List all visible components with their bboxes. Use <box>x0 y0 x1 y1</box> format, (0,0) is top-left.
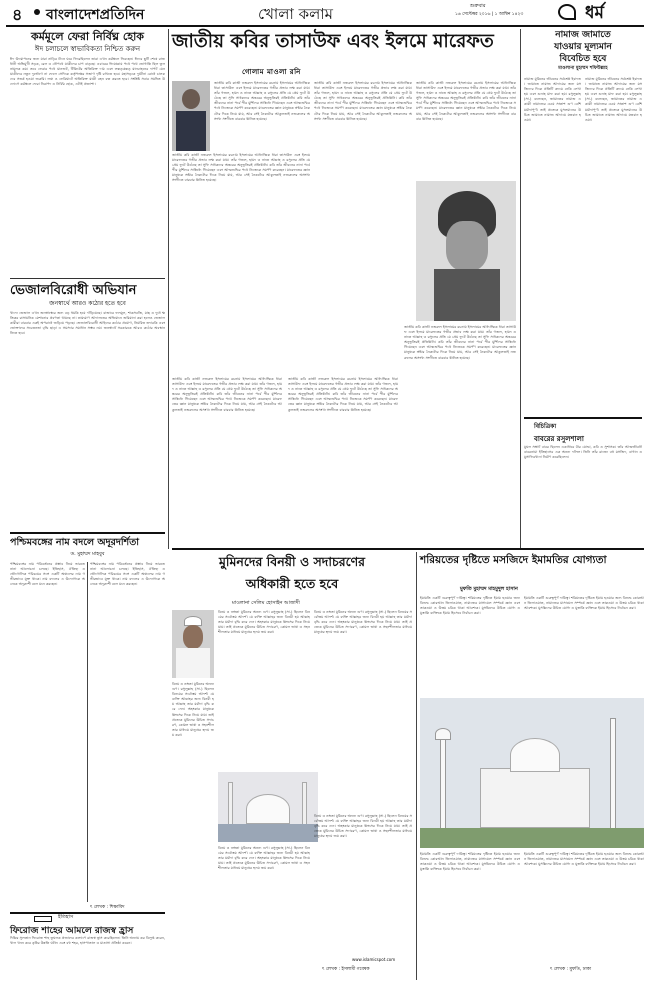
shariat-body-c: ইমামতি একটি গুরুত্বপূর্ণ দায়িত্ব। শরিয়তের দৃষ্টিতে ইমাম হওয়ার জন্য বিশুদ্ধ কোরআন তিলাওয়াত, নামাজের মাসায়েল সম্পর্কে জ্ঞান এবং তাকওয়া ও উত্তম চরিত্র থাকা আবশ্যক। মুসল্লিদের উচিত যোগ্য ও মুত্তাকি ব্যক্তিকে ইমাম হিসেবে নির্বাচন করা। <box>420 852 520 872</box>
paschimbanga-body-a: পশ্চিমবঙ্গের নাম পরিবর্তনের প্রস্তাব নিয়ে ভারতে নানা আলোচনা চলছে। ইতিহাস, ঐতিহ্য ও ভৌগোলিক পরিচয়ের সঙ্গে একটি অঞ্চলের নাম গভীরভাবে যুক্ত থাকে। নাম বদলের এ উদ্যোগকে অনেকে অদূরদর্শী বলে মনে করছেন। <box>10 562 85 587</box>
page-number: ৪ <box>12 5 23 24</box>
rule-bottom <box>172 548 644 550</box>
shariat-title: শরিয়তের দৃষ্টিতে মসজিদে ইমামতির যোগ্যতা <box>420 554 607 566</box>
article-namaz <box>524 29 642 549</box>
history-body: দিল্লির সুলতান ফিরোজ শাহ তুঘলক প্রজাদের কল্যাণে রাজস্ব হ্রাস করেছিলেন। তিনি অন্যায় কর বিলুপ্ত করেন, খাল খনন করে কৃষির উন্নতি ঘটান এবং বহু শহর, হাসপাতাল ও মাদ্রাসা প্রতিষ্ঠা করেন। <box>10 936 165 946</box>
article-shariat <box>420 552 644 982</box>
article-tasawwuf <box>172 29 517 544</box>
section-name: খোলা কলাম <box>258 5 333 23</box>
mumin-photo-credit: www.islamicspot.com <box>352 957 396 962</box>
mumin-footer: ৎ লেখক : ইসলামী গবেষক <box>322 967 370 972</box>
tasawwuf-body-f: জাতীয় কবি কাজী নজরুল ইসলামের রচনায় ইসলামের আধ্যাত্মিক ধারা তাসাউফ এবং ইলমে মারেফতের গভীর প্রভাব লক্ষ করা যায়। তাঁর গজল, হামদ ও নাতে আল্লাহ ও রসুলের প্রতি যে প্রেম ফুটে উঠেছে তা সুফি সাধকদের অন্তরের অনুভূতিরই প্রতিধ্বনি। কবি তাঁর জীবনের নানা পর্বে পীর মুর্শিদের সান্নিধ্যে গিয়েছেন এবং আত্মশুদ্ধির পথে নিজেকে সমর্পণ করেছেন। মারেফতের জ্ঞান মানুষকে স্রষ্টার নৈকট্যের দিকে নিয়ে যায়, আর সেই নৈকট্যের আকুলতাই নজরুলের অসংখ্য সংগীতে বারবার ধ্বনিত হয়েছে। <box>288 377 398 412</box>
shariat-footer: ৎ লেখক : মুফতি, ঢাকা <box>550 967 592 972</box>
editorial-commute <box>10 29 165 273</box>
mumin-body-c: বিনয় ও নম্রতা মুমিনের অনন্য গুণ। রসুলুল্লাহ (সা.) ছিলেন বিনয়ের সর্বোত্তম আদর্শ। যে ব্যক্তি আল্লাহর জন্য বিনয়ী হয় আল্লাহ তার মর্যাদা বৃদ্ধি করে দেন। অহংকার মানুষকে ধ্বংসের দিকে নিয়ে যায়। তাই প্রত্যেক মুমিনের উচিত সদাচরণ, কোমল ভাষা ও সহনশীলতার মাধ্যমে মানুষের হৃদয় জয় করা। <box>314 610 412 635</box>
namaz-title-1: নামাজ জামাতে <box>555 30 611 40</box>
editorial-subtitle: ঈদ চলাচলে স্বাভাবিকতা নিশ্চিত করুন <box>34 45 141 53</box>
tasawwuf-body-d: জাতীয় কবি কাজী নজরুল ইসলামের রচনায় ইসলামের আধ্যাত্মিক ধারা তাসাউফ এবং ইলমে মারেফতের গভীর প্রভাব লক্ষ করা যায়। তাঁর গজল, হামদ ও নাতে আল্লাহ ও রসুলের প্রতি যে প্রেম ফুটে উঠেছে তা সুফি সাধকদের অন্তরের অনুভূতিরই প্রতিধ্বনি। কবি তাঁর জীবনের নানা পর্বে পীর মুর্শিদের সান্নিধ্যে গিয়েছেন এবং আত্মশুদ্ধির পথে নিজেকে সমর্পণ করেছেন। মারেফতের জ্ঞান মানুষকে স্রষ্টার নৈকট্যের দিকে নিয়ে যায়, আর সেই নৈকট্যের আকুলতাই নজরুলের অসংখ্য সংগীতে বারবার ধ্বনিত হয়েছে। <box>416 81 516 121</box>
mumin-title-1: মুমিনদের বিনয়ী ও সদাচরণের <box>218 554 366 569</box>
paper-name: বাংলাদেশপ্রতিদিন <box>46 7 145 23</box>
issue-date: ১৬ সেপ্টেম্বর ২০১৬ | ১ আশ্বিন ১৪২৩ <box>455 12 524 17</box>
issue-day: শুক্রবার <box>470 3 486 9</box>
col-rule-3 <box>416 552 417 980</box>
mumin-body-a: বিনয় ও নম্রতা মুমিনের অনন্য গুণ। রসুলুল্লাহ (সা.) ছিলেন বিনয়ের সর্বোত্তম আদর্শ। যে ব্যক্তি আল্লাহর জন্য বিনয়ী হয় আল্লাহ তার মর্যাদা বৃদ্ধি করে দেন। অহংকার মানুষকে ধ্বংসের দিকে নিয়ে যায়। তাই প্রত্যেক মুমিনের উচিত সদাচরণ, কোমল ভাষা ও সহনশীলতার মাধ্যমে মানুষের হৃদয় জয় করা। <box>218 610 310 635</box>
bio-title: বাবরের রসুলশালা <box>534 435 584 443</box>
namaz-body-b: নামাজ মুমিনের জীবনের সর্বশ্রেষ্ঠ ইবাদত। জামাতে নামাজ আদায়ের জন্য মসজিদের দিকে প্রতিটি কদমে নেকি লেখা হয় এবং গুনাহ মাফ করা হয়। রসুলুল্লাহ (সা.) বলেছেন, জামাতের নামাজ একাকী নামাজের চেয়ে সাতাশ গুণ বেশি মর্যাদাপূর্ণ। তাই প্রত্যেক মুসলমানের উচিত জামাতে নামাজ আদায়ে যত্নবান হওয়া। <box>585 77 642 122</box>
namaz-author: মাওলানা মুহাম্মদ শফিউল্লাহ <box>558 66 608 71</box>
mumin-body-d: বিনয় ও নম্রতা মুমিনের অনন্য গুণ। রসুলুল্লাহ (সা.) ছিলেন বিনয়ের সর্বোত্তম আদর্শ। যে ব্যক্তি আল্লাহর জন্য বিনয়ী হয় আল্লাহ তার মর্যাদা বৃদ্ধি করে দেন। অহংকার মানুষকে ধ্বংসের দিকে নিয়ে যায়। তাই প্রত্যেক মুমিনের উচিত সদাচরণ, কোমল ভাষা ও সহনশীলতার মাধ্যমে মানুষের হৃদয় জয় করা। <box>218 846 310 871</box>
bio-body: মুঘল সম্রাট বাবর ছিলেন একাধারে বীর যোদ্ধা, কবি ও সুশাসক। তাঁর আত্মজীবনী বাবরনামা ইতিহাসের এক অনন্য দলিল। তিনি তাঁর রাজ্যে বহু মসজিদ, বাগান ও মুসাফিরখানা নির্মাণ করেছিলেন। <box>524 445 642 460</box>
tasawwuf-body-e: জাতীয় কবি কাজী নজরুল ইসলামের রচনায় ইসলামের আধ্যাত্মিক ধারা তাসাউফ এবং ইলমে মারেফতের গভীর প্রভাব লক্ষ করা যায়। তাঁর গজল, হামদ ও নাতে আল্লাহ ও রসুলের প্রতি যে প্রেম ফুটে উঠেছে তা সুফি সাধকদের অন্তরের অনুভূতিরই প্রতিধ্বনি। কবি তাঁর জীবনের নানা পর্বে পীর মুর্শিদের সান্নিধ্যে গিয়েছেন এবং আত্মশুদ্ধির পথে নিজেকে সমর্পণ করেছেন। মারেফতের জ্ঞান মানুষকে স্রষ্টার নৈকট্যের দিকে নিয়ে যায়, আর সেই নৈকট্যের আকুলতাই নজরুলের অসংখ্য সংগীতে বারবার ধ্বনিত হয়েছে। <box>172 377 282 412</box>
namaz-bio-rule <box>524 417 642 419</box>
article-mumin <box>172 552 412 982</box>
mumin-body-b: বিনয় ও নম্রতা মুমিনের অনন্য গুণ। রসুলুল্লাহ (সা.) ছিলেন বিনয়ের সর্বোত্তম আদর্শ। যে ব্যক্তি আল্লাহর জন্য বিনয়ী হয় আল্লাহ তার মর্যাদা বৃদ্ধি করে দেন। অহংকার মানুষকে ধ্বংসের দিকে নিয়ে যায়। তাই প্রত্যেক মুমিনের উচিত সদাচরণ, কোমল ভাষা ও সহনশীলতার মাধ্যমে মানুষের হৃদয় জয় করা। <box>172 682 214 737</box>
bio-label: বিচিত্রিকা <box>534 423 557 430</box>
rule-bhejal-top <box>10 278 165 279</box>
masthead-rule <box>6 25 644 27</box>
paschimbanga-footer: ৎ লেখক : শিক্ষাবিদ <box>90 905 125 910</box>
tasawwuf-body-a: জাতীয় কবি কাজী নজরুল ইসলামের রচনায় ইসলামের আধ্যাত্মিক ধারা তাসাউফ এবং ইলমে মারেফতের গভীর প্রভাব লক্ষ করা যায়। তাঁর গজল, হামদ ও নাতে আল্লাহ ও রসুলের প্রতি যে প্রেম ফুটে উঠেছে তা সুফি সাধকদের অন্তরের অনুভূতিরই প্রতিধ্বনি। কবি তাঁর জীবনের নানা পর্বে পীর মুর্শিদের সান্নিধ্যে গিয়েছেন এবং আত্মশুদ্ধির পথে নিজেকে সমর্পণ করেছেন। মারেফতের জ্ঞান মানুষকে স্রষ্টার নৈকট্যের দিকে নিয়ে যায়, আর সেই নৈকট্যের আকুলতাই নজরুলের অসংখ্য সংগীতে বারবার ধ্বনিত হয়েছে। <box>214 81 310 121</box>
separator-dot <box>34 9 40 15</box>
dharma-logo-icon <box>558 4 576 20</box>
tasawwuf-body-c: জাতীয় কবি কাজী নজরুল ইসলামের রচনায় ইসলামের আধ্যাত্মিক ধারা তাসাউফ এবং ইলমে মারেফতের গভীর প্রভাব লক্ষ করা যায়। তাঁর গজল, হামদ ও নাতে আল্লাহ ও রসুলের প্রতি যে প্রেম ফুটে উঠেছে তা সুফি সাধকদের অন্তরের অনুভূতিরই প্রতিধ্বনি। কবি তাঁর জীবনের নানা পর্বে পীর মুর্শিদের সান্নিধ্যে গিয়েছেন এবং আত্মশুদ্ধির পথে নিজেকে সমর্পণ করেছেন। মারেফতের জ্ঞান মানুষকে স্রষ্টার নৈকট্যের দিকে নিয়ে যায়, আর সেই নৈকট্যের আকুলতাই নজরুলের অসংখ্য সংগীতে বারবার ধ্বনিত হয়েছে। <box>314 81 412 121</box>
editorial-adulteration <box>10 282 165 530</box>
shariat-author: মুফতি মুহাম্মদ মাহমুদুল হাসান <box>460 586 518 592</box>
tasawwuf-author: গোলাম মাওলা রনি <box>242 68 301 76</box>
tasawwuf-body-b: জাতীয় কবি কাজী নজরুল ইসলামের রচনায় ইসলামের আধ্যাত্মিক ধারা তাসাউফ এবং ইলমে মারেফতের গভীর প্রভাব লক্ষ করা যায়। তাঁর গজল, হামদ ও নাতে আল্লাহ ও রসুলের প্রতি যে প্রেম ফুটে উঠেছে তা সুফি সাধকদের অন্তরের অনুভূতিরই প্রতিধ্বনি। কবি তাঁর জীবনের নানা পর্বে পীর মুর্শিদের সান্নিধ্যে গিয়েছেন এবং আত্মশুদ্ধির পথে নিজেকে সমর্পণ করেছেন। মারেফতের জ্ঞান মানুষকে স্রষ্টার নৈকট্যের দিকে নিয়ে যায়, আর সেই নৈকট্যের আকুলতাই নজরুলের অসংখ্য সংগীতে বারবার ধ্বনিত হয়েছে। <box>172 153 310 183</box>
namaz-title-2: যাওয়ার মূল্যমান <box>554 42 612 52</box>
paschimbanga-body-b: পশ্চিমবঙ্গের নাম পরিবর্তনের প্রস্তাব নিয়ে ভারতে নানা আলোচনা চলছে। ইতিহাস, ঐতিহ্য ও ভৌগোলিক পরিচয়ের সঙ্গে একটি অঞ্চলের নাম গভীরভাবে যুক্ত থাকে। নাম বদলের এ উদ্যোগকে অনেকে অদূরদর্শী বলে মনে করছেন। <box>90 562 165 587</box>
paschimbanga-title: পশ্চিমবঙ্গের নাম বদলে অদূরদর্শিতা <box>10 537 140 548</box>
masthead <box>0 0 650 24</box>
col-rule-1 <box>168 29 169 549</box>
mumin-author: মাওলানা সেলিম হোসাইন আজাদী <box>232 600 300 606</box>
author-portrait <box>172 81 210 151</box>
col-rule-pb <box>87 562 88 902</box>
mumin-author-portrait <box>172 610 214 678</box>
adulteration-title: ভেজালবিরোধী অভিযান <box>10 283 137 298</box>
shariat-body-b: ইমামতি একটি গুরুত্বপূর্ণ দায়িত্ব। শরিয়তের দৃষ্টিতে ইমাম হওয়ার জন্য বিশুদ্ধ কোরআন তিলাওয়াত, নামাজের মাসায়েল সম্পর্কে জ্ঞান এবং তাকওয়া ও উত্তম চরিত্র থাকা আবশ্যক। মুসল্লিদের উচিত যোগ্য ও মুত্তাকি ব্যক্তিকে ইমাম হিসেবে নির্বাচন করা। <box>524 596 644 611</box>
editorial-title: কর্মমূলে ফেরা নির্বিঘ্ন হোক <box>31 30 144 43</box>
shariat-body-d: ইমামতি একটি গুরুত্বপূর্ণ দায়িত্ব। শরিয়তের দৃষ্টিতে ইমাম হওয়ার জন্য বিশুদ্ধ কোরআন তিলাওয়াত, নামাজের মাসায়েল সম্পর্কে জ্ঞান এবং তাকওয়া ও উত্তম চরিত্র থাকা আবশ্যক। মুসল্লিদের উচিত যোগ্য ও মুত্তাকি ব্যক্তিকে ইমাম হিসেবে নির্বাচন করা। <box>524 852 644 867</box>
mosque-photo <box>218 772 318 842</box>
history-box <box>10 914 165 978</box>
mumin-body-e: বিনয় ও নম্রতা মুমিনের অনন্য গুণ। রসুলুল্লাহ (সা.) ছিলেন বিনয়ের সর্বোত্তম আদর্শ। যে ব্যক্তি আল্লাহর জন্য বিনয়ী হয় আল্লাহ তার মর্যাদা বৃদ্ধি করে দেন। অহংকার মানুষকে ধ্বংসের দিকে নিয়ে যায়। তাই প্রত্যেক মুমিনের উচিত সদাচরণ, কোমল ভাষা ও সহনশীলতার মাধ্যমে মানুষের হৃদয় জয় করা। <box>314 814 412 839</box>
minaret-photo <box>420 698 644 848</box>
namaz-body-a: নামাজ মুমিনের জীবনের সর্বশ্রেষ্ঠ ইবাদত। জামাতে নামাজ আদায়ের জন্য মসজিদের দিকে প্রতিটি কদমে নেকি লেখা হয় এবং গুনাহ মাফ করা হয়। রসুলুল্লাহ (সা.) বলেছেন, জামাতের নামাজ একাকী নামাজের চেয়ে সাতাশ গুণ বেশি মর্যাদাপূর্ণ। তাই প্রত্যেক মুসলমানের উচিত জামাতে নামাজ আদায়ে যত্নবান হওয়া। <box>524 77 581 122</box>
paschimbanga-author: ড. মুহাম্মদ মাহবুব <box>70 551 105 557</box>
history-icon <box>34 916 52 922</box>
editorial-body: ঈদ উদযাপনের জন্য যারা নাড়ির টানে ঘরে ফিরেছিলেন তারা এখন কর্মস্থলে ফিরছেন। ঈদের ছুটি শেষে রাজধানী অভিমুখী সড়ক, রেল ও নৌপথে যাত্রীদের চাপ বাড়ছে। এবারের ঈদযাত্রায় পথে পথে ভোগান্তি ছিল তুলনামূলক কম। তবে ফেরার পথে যানজট, টিকিটের অতিরিক্ত দাম এবং লক্কড়ঝক্কড় যানবাহনের দাপট যেন যাত্রীদের নতুন দুর্ভোগে না ফেলে সেদিকে কর্তৃপক্ষের সজাগ দৃষ্টি রাখতে হবে। মহাসড়কে দুর্ঘটনা রোধে চালকদের সতর্ক হওয়া জরুরি। লঞ্চ ও ফেরিঘাটে অতিরিক্ত যাত্রী বহন বন্ধ করতে হবে। সংশ্লিষ্ট সবার সমন্বিত উদ্যোগে কর্মস্থলে ফেরা নিরাপদ ও নির্বিঘ্ন হোক, এটাই প্রত্যাশা। <box>10 57 165 87</box>
tasawwuf-title: জাতীয় কবির তাসাউফ এবং ইলমে মারেফত <box>172 31 494 52</box>
namaz-title-3: বিবেচিত হবে <box>559 54 607 64</box>
adulteration-body: খাদ্যে ভেজাল এখন জনস্বাস্থ্যের জন্য বড় হুমকি হয়ে দাঁড়িয়েছে। বাজারে ফলমূল, শাকসবজি, মাছ ও দুধে ক্ষতিকর রাসায়নিক মেশানোর প্রবণতা থামছে না। ভ্রাম্যমাণ আদালতের অভিযানে জরিমানা করা হলেও ভেজালকারীরা বারবার একই অপরাধে জড়িয়ে পড়ছে। ভেজালবিরোধী আইনের কঠোর প্রয়োগ, নিয়মিত তদারকি এবং ভোক্তাদের সচেতনতা বৃদ্ধি ছাড়া এ সমস্যার সমাধান সম্ভব নয়। জনস্বার্থে সরকারকে আরও কঠোর অবস্থান নিতে হবে। <box>10 311 165 336</box>
section-brand: ধর্ম <box>585 3 604 23</box>
history-title: ফিরোজ শাহের আমলে রাজস্ব হ্রাস <box>10 926 134 936</box>
poet-portrait <box>416 181 516 321</box>
mumin-title-2: অধিকারী হতে হবে <box>245 576 339 591</box>
shariat-body-a: ইমামতি একটি গুরুত্বপূর্ণ দায়িত্ব। শরিয়তের দৃষ্টিতে ইমাম হওয়ার জন্য বিশুদ্ধ কোরআন তিলাওয়াত, নামাজের মাসায়েল সম্পর্কে জ্ঞান এবং তাকওয়া ও উত্তম চরিত্র থাকা আবশ্যক। মুসল্লিদের উচিত যোগ্য ও মুত্তাকি ব্যক্তিকে ইমাম হিসেবে নির্বাচন করা। <box>420 596 520 616</box>
col-rule-2 <box>520 29 521 549</box>
rule-pb-top <box>10 532 165 534</box>
tasawwuf-body-g: জাতীয় কবি কাজী নজরুল ইসলামের রচনায় ইসলামের আধ্যাত্মিক ধারা তাসাউফ এবং ইলমে মারেফতের গভীর প্রভাব লক্ষ করা যায়। তাঁর গজল, হামদ ও নাতে আল্লাহ ও রসুলের প্রতি যে প্রেম ফুটে উঠেছে তা সুফি সাধকদের অন্তরের অনুভূতিরই প্রতিধ্বনি। কবি তাঁর জীবনের নানা পর্বে পীর মুর্শিদের সান্নিধ্যে গিয়েছেন এবং আত্মশুদ্ধির পথে নিজেকে সমর্পণ করেছেন। মারেফতের জ্ঞান মানুষকে স্রষ্টার নৈকট্যের দিকে নিয়ে যায়, আর সেই নৈকট্যের আকুলতাই নজরুলের অসংখ্য সংগীতে বারবার ধ্বনিত হয়েছে। <box>404 325 516 360</box>
adulteration-subtitle: জনস্বার্থে আরও কঠোর হতে হবে <box>49 300 126 307</box>
history-label: ইতিহাস <box>58 914 74 920</box>
